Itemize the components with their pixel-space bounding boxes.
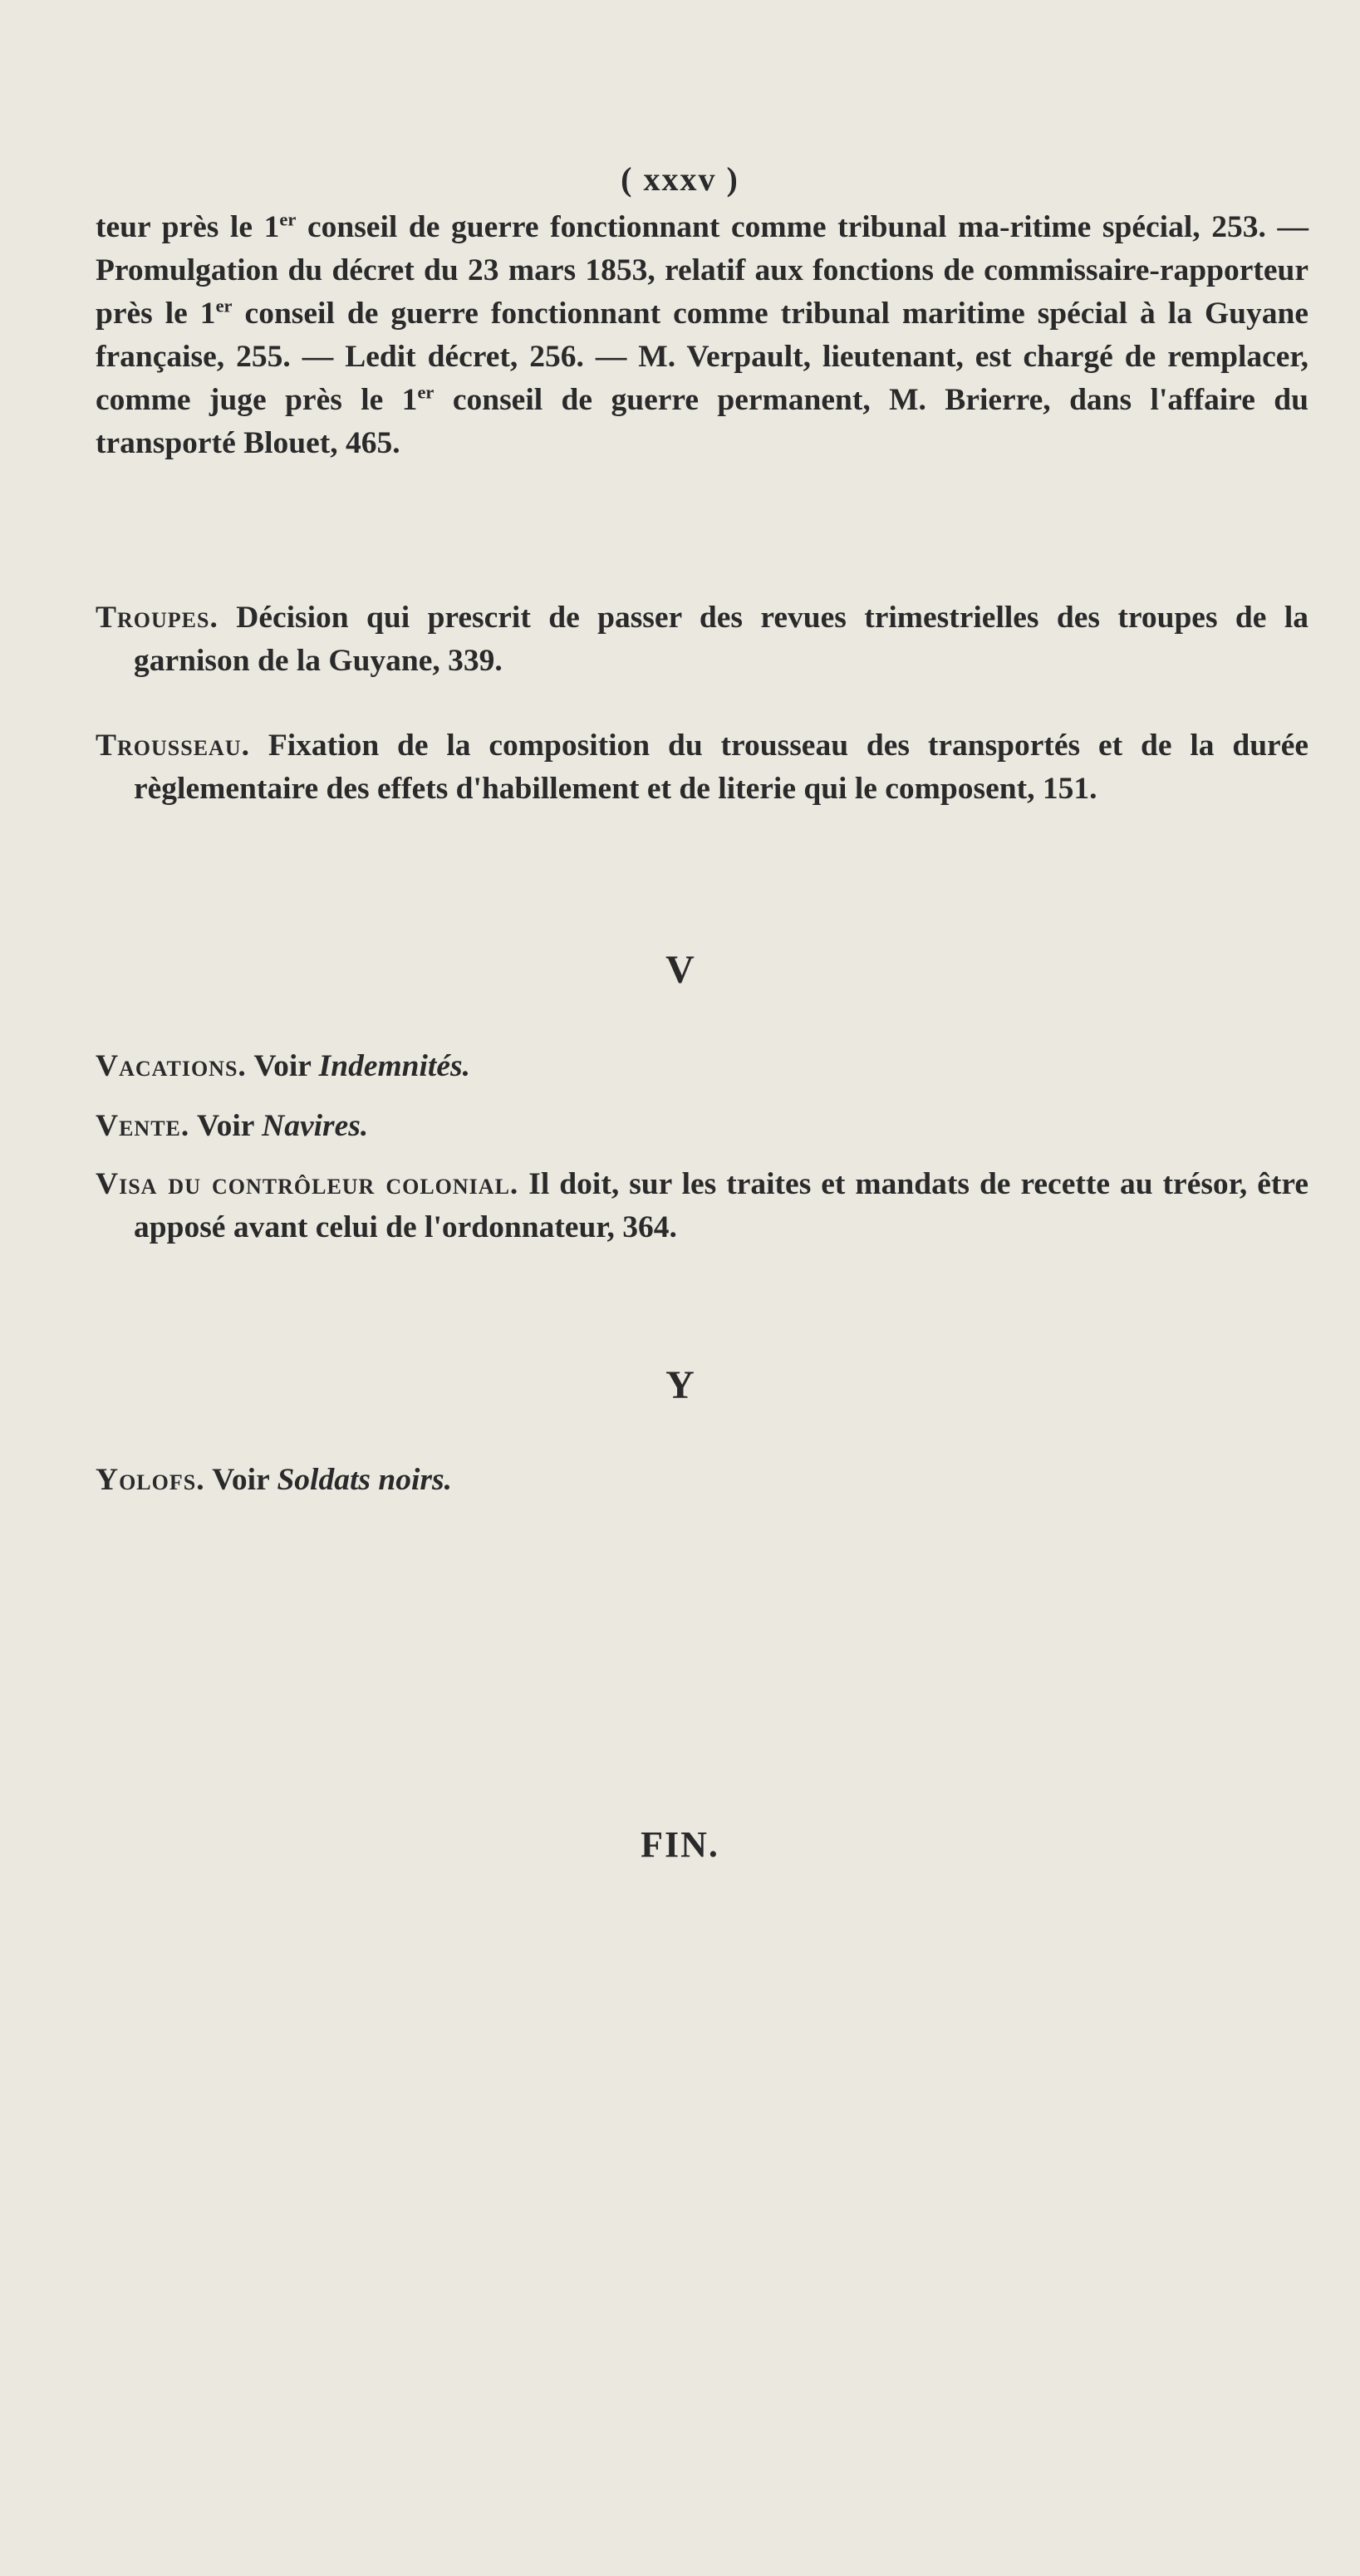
entry-heading: Vacations. xyxy=(96,1049,247,1083)
section-letter-v: V xyxy=(665,948,695,992)
entry-reference: Indemnités. xyxy=(318,1049,470,1083)
entry-heading: Troupes. xyxy=(96,601,218,635)
index-entry-yolofs xyxy=(96,1459,1308,1502)
entry-body: Voir xyxy=(246,1049,319,1083)
entry-heading: Vente. xyxy=(96,1109,190,1143)
page-number: ( xxxv ) xyxy=(621,160,739,198)
entry-body: Il doit, sur les traites et mandats de recette au trésor, être apposé avant celui de l'ordonnateur, 364. xyxy=(134,1167,1308,1244)
entry-heading: Trousseau. xyxy=(96,729,250,763)
superscript-er: er xyxy=(417,381,435,403)
entry-heading: Yolofs. xyxy=(96,1463,205,1497)
index-entry-vente xyxy=(96,1105,1308,1148)
index-entry-visa xyxy=(96,1163,1308,1249)
continuation-text-3: conseil de guerre fonctionnant comme tribunal maritime spécial à la Guyane française, 255. — Ledit décret, 256. — M. Verpault, lieutenant, est chargé de remplacer, comme juge près le 1 xyxy=(96,297,1308,417)
superscript-er: er xyxy=(215,295,233,316)
continuation-text-4: conseil de guerre permanent, M. Brierre, dans l'affaire du transporté Blouet, 465. xyxy=(96,383,1308,460)
section-letter-y: Y xyxy=(665,1363,695,1407)
index-entry-troupes xyxy=(96,596,1308,683)
entry-body: Voir xyxy=(189,1109,263,1143)
superscript-er: er xyxy=(279,209,297,230)
end-marker: FIN. xyxy=(641,1824,719,1865)
entry-body: Décision qui prescrit de passer des revues trimestrielles des troupes de la garnison de la Guyane, 339. xyxy=(134,601,1308,678)
continuation-paragraph xyxy=(96,206,1308,465)
entry-body: Fixation de la composition du trousseau des transportés et de la durée règlementaire des effets d'habillement et de literie qui le composent, 151. xyxy=(134,729,1308,806)
continuation-text-1: teur près le 1 xyxy=(96,210,280,244)
index-entry-trousseau xyxy=(96,724,1308,811)
entry-heading: Visa du contrôleur colonial. xyxy=(96,1167,519,1201)
entry-reference: Navires. xyxy=(262,1109,369,1143)
entry-body: Voir xyxy=(204,1463,277,1497)
continuation-text-2: conseil de guerre fonctionnant comme tribunal ma-ritime spécial, 253. — Promulgation du décret du 23 mars 1853, relatif aux fonctions de commissaire-rapporteur près le 1 xyxy=(96,210,1308,331)
entry-reference: Soldats noirs. xyxy=(277,1463,452,1497)
index-entry-vacations xyxy=(96,1045,1308,1088)
